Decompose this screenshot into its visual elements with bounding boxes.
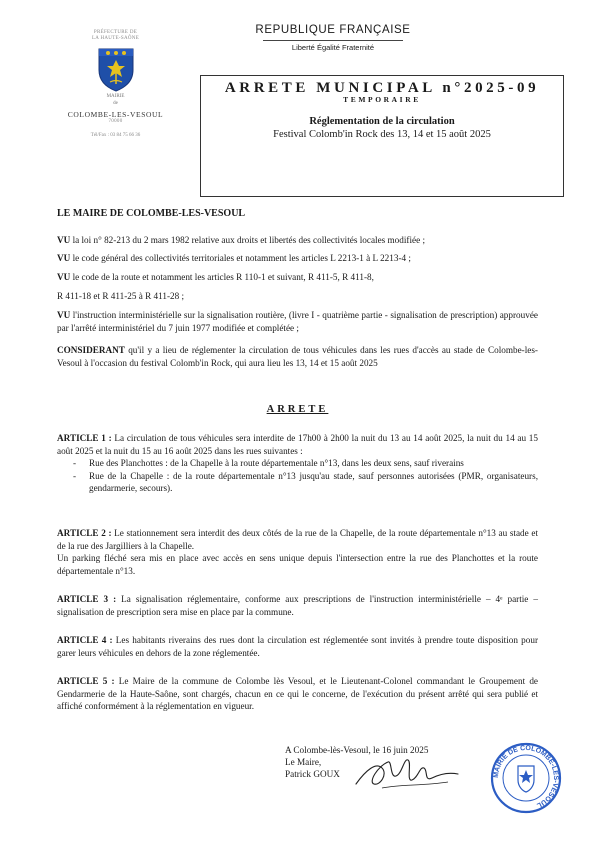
article-3 (57, 593, 538, 618)
prefecture-line-2: LA HAUTE-SAÔNE (91, 36, 140, 41)
mairie-stamp-icon (488, 740, 564, 816)
article-1 (57, 432, 538, 495)
commune-header (58, 30, 173, 138)
vu-keyword: VU (57, 272, 71, 282)
postal-code: 70000 (108, 119, 123, 124)
vu-keyword: VU (57, 310, 71, 320)
article-label: ARTICLE 5 : (57, 676, 115, 686)
article-text: La circulation de tous véhicules sera interdite de 17h00 à 2h00 la nuit du 13 au 14 août 2025, la nuit du 14 au 15 août 2025 et la nuit du 15 au 16 août 2025 dans les rues suivantes : (57, 433, 538, 456)
vu-paragraph-2 (57, 252, 538, 265)
article-label: ARTICLE 1 : (57, 433, 112, 443)
prefecture-line-1: PRÉFECTURE DE (93, 30, 138, 35)
vu-keyword: VU (57, 235, 71, 245)
vu-paragraph-4 (57, 309, 538, 334)
devise-label: Liberté Égalité Fraternité (291, 43, 375, 52)
de-label: de (113, 101, 118, 106)
commune-telephone: Tél/Fax : 03 84 75 66 36 (90, 133, 141, 138)
street-list (57, 457, 538, 495)
vu-paragraph-3 (57, 271, 538, 284)
arrete-event: Festival Colomb'in Rock des 13, 14 et 15 août 2025 (273, 129, 491, 140)
signature-name: Patrick GOUX (285, 769, 340, 779)
article-text: La signalisation réglementaire, conforme aux prescriptions de l'instruction interministérielle – 4ᵉ partie – signalisation de prescription sera mise en place par la commune. (57, 594, 538, 617)
signature-place-date: A Colombe-lès-Vesoul, le 16 juin 2025 (285, 745, 429, 755)
vu-text: le code général des collectivités territoriales et notamment les articles L 2213-1 à L 2213-4 ; (70, 253, 411, 263)
handwritten-signature-icon (352, 748, 462, 793)
article-4 (57, 634, 538, 659)
street-item: - Rue de la Chapelle : de la route départementale n°13 jusqu'au stade, sauf personnes autorisées (PMR, organisateurs, gendarmerie, secours). (89, 470, 538, 495)
article-label: ARTICLE 3 : (57, 594, 117, 604)
considerant-keyword: CONSIDERANT (57, 345, 125, 355)
article-2 (57, 527, 538, 577)
commune-name: COLOMBE-LES-VESOUL (67, 110, 164, 119)
article-text: Le stationnement sera interdit des deux côtés de la rue de la Chapelle, de la route départementale n°13 au stade et de la rue des Jargilliers à la Chapelle. (57, 528, 538, 551)
article-text: Les habitants riverains des rues dont la circulation est réglementée sont invités à prendre toute disposition pour garer leurs véhicules en dehors de la zone réglementée. (57, 635, 538, 658)
article-label: ARTICLE 2 : (57, 528, 112, 538)
article-5 (57, 675, 538, 713)
vu-paragraph-1 (57, 234, 538, 247)
vu-keyword: VU (57, 253, 71, 263)
vu-text: R 411-18 et R 411-25 à R 411-28 ; (57, 291, 185, 301)
vu-text: l'instruction interministérielle sur la signalisation routière, (livre I - quatrième partie - signalisation de prescription) approuvée par l'arrêté interministériel du 7 juin 1977 modifiée et complétée ; (57, 310, 538, 333)
commune-crest-icon (96, 46, 136, 92)
stamp-text: MAIRIE DE COLOMBE-LES-VESOUL (492, 744, 560, 809)
devise-divider (263, 40, 403, 41)
mairie-label: MAIRIE (106, 94, 125, 99)
vu-text: la loi n° 82-213 du 2 mars 1982 relative aux droits et libertés des collectivités locales modifiée ; (70, 235, 426, 245)
maire-heading: LE MAIRE DE COLOMBE-LES-VESOUL (57, 208, 246, 219)
article-text-continued: Un parking fléché sera mis en place avec accès en sens unique depuis l'intersection entre la rue des Planchottes et la route départementale n°13. (57, 553, 538, 576)
arrete-subtitle: TEMPORAIRE (343, 95, 421, 104)
arrete-heading: ARRETE (266, 404, 329, 415)
signature-role: Le Maire, (285, 757, 322, 767)
article-text: Le Maire de la commune de Colombe lès Vesoul, et le Lieutenant-Colonel commandant le Groupement de Gendarmerie de la Haute-Saône, sont chargés, chacun en ce qui le concerne, de l'exécution du présent arrêté qui sera publié et affiché conformément à la réglementation en vigueur. (57, 676, 538, 711)
vu-paragraph-3-continued (57, 290, 538, 303)
republique-label: REPUBLIQUE FRANÇAISE (255, 24, 411, 36)
considerant-text: qu'il y a lieu de réglementer la circulation de tous véhicules dans les rues d'accès au stade de Colombe-les-Vesoul à l'occasion du festival Colomb'in Rock, qui aura lieu les 13, 14 et 15 août 2025 (57, 345, 538, 368)
street-item: - Rue des Planchottes : de la Chapelle à la route départementale n°13, dans les deux sens, sauf riverains (89, 457, 538, 470)
arrete-title: ARRETE MUNICIPAL n°2025-09 (224, 80, 540, 96)
arrete-object: Réglementation de la circulation (309, 116, 455, 127)
considerant-paragraph (57, 344, 538, 369)
article-label: ARTICLE 4 : (57, 635, 113, 645)
vu-text: le code de la route et notamment les articles R 110-1 et suivant, R 411-5, R 411-8, (70, 272, 374, 282)
